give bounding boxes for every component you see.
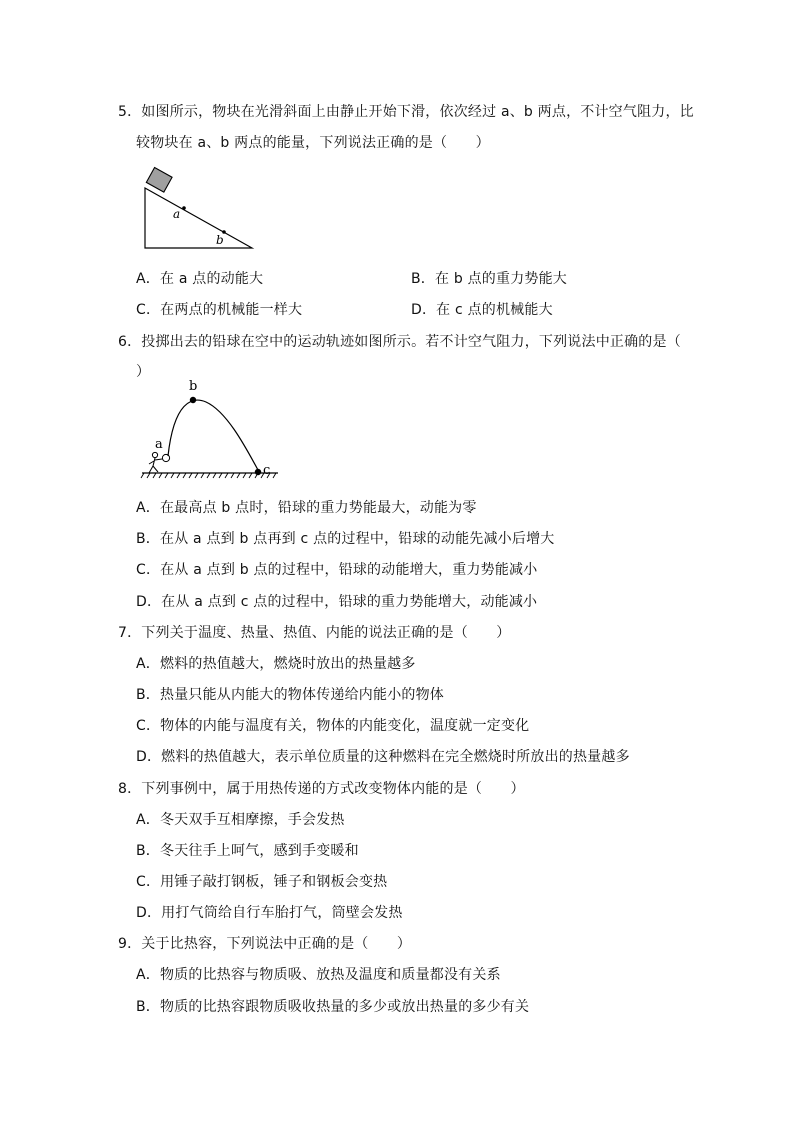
q5-incline-figure — [140, 168, 260, 254]
q6-stem-line2: ） — [136, 364, 151, 380]
q6-label-c: c — [263, 463, 271, 478]
q6-label-a: a — [155, 437, 163, 452]
q8-option-c: C．用锤子敲打钢板，锤子和钢板会变热 — [136, 874, 388, 890]
q7-option-a: A．燃料的热值越大，燃烧时放出的热量越多 — [136, 656, 416, 672]
q7-option-d: D．燃料的热值越大，表示单位质量的这种燃料在完全燃烧时所放出的热量越多 — [136, 749, 630, 765]
q6-stem-line1: 6．投掷出去的铅球在空中的运动轨迹如图所示。若不计空气阻力，下列说法中正确的是（ — [118, 334, 681, 350]
q8-stem: 8．下列事例中，属于用热传递的方式改变物体内能的是（ ） — [118, 781, 525, 797]
q5-label-a: a — [173, 207, 181, 221]
q5-stem-line2: 较物块在 a、b 两点的能量，下列说法正确的是（ ） — [136, 135, 490, 151]
q7-stem: 7．下列关于温度、热量、热值、内能的说法正确的是（ ） — [118, 625, 511, 641]
q8-option-b: B．冬天往手上呵气，感到手变暖和 — [136, 843, 359, 859]
q5-option-c: C．在两点的机械能一样大 — [136, 302, 303, 318]
q9-option-a: A．物质的比热容与物质吸、放热及温度和质量都没有关系 — [136, 967, 501, 983]
q5-option-b: B．在 b 点的重力势能大 — [411, 271, 567, 287]
q6-option-d: D．在从 a 点到 c 点的过程中，铅球的重力势能增大，动能减小 — [136, 594, 538, 610]
q6-trajectory-figure — [140, 379, 282, 484]
q6-option-a: A．在最高点 b 点时，铅球的重力势能最大，动能为零 — [136, 500, 477, 516]
q7-option-b: B．热量只能从内能大的物体传递给内能小的物体 — [136, 687, 445, 703]
q6-option-c: C．在从 a 点到 b 点的过程中，铅球的动能增大，重力势能减小 — [136, 562, 538, 578]
q5-option-d: D．在 c 点的机械能大 — [411, 302, 553, 318]
q6-option-b: B．在从 a 点到 b 点再到 c 点的过程中，铅球的动能先减小后增大 — [136, 531, 555, 547]
q9-option-b: B．物质的比热容跟物质吸收热量的多少或放出热量的多少有关 — [136, 999, 530, 1015]
q6-label-b: b — [189, 379, 198, 394]
q5-stem-line1: 5．如图所示，物块在光滑斜面上由静止开始下滑，依次经过 a、b 两点，不计空气阻力，比 — [118, 104, 694, 120]
q9-stem: 9．关于比热容，下列说法中正确的是（ ） — [118, 936, 412, 952]
q7-option-c: C．物体的内能与温度有关，物体的内能变化，温度就一定变化 — [136, 718, 530, 734]
q8-option-d: D．用打气筒给自行车胎打气，筒壁会发热 — [136, 905, 403, 921]
q5-label-b: b — [216, 233, 224, 247]
q5-option-a: A．在 a 点的动能大 — [136, 271, 264, 287]
q8-option-a: A．冬天双手互相摩擦，手会发热 — [136, 812, 345, 828]
